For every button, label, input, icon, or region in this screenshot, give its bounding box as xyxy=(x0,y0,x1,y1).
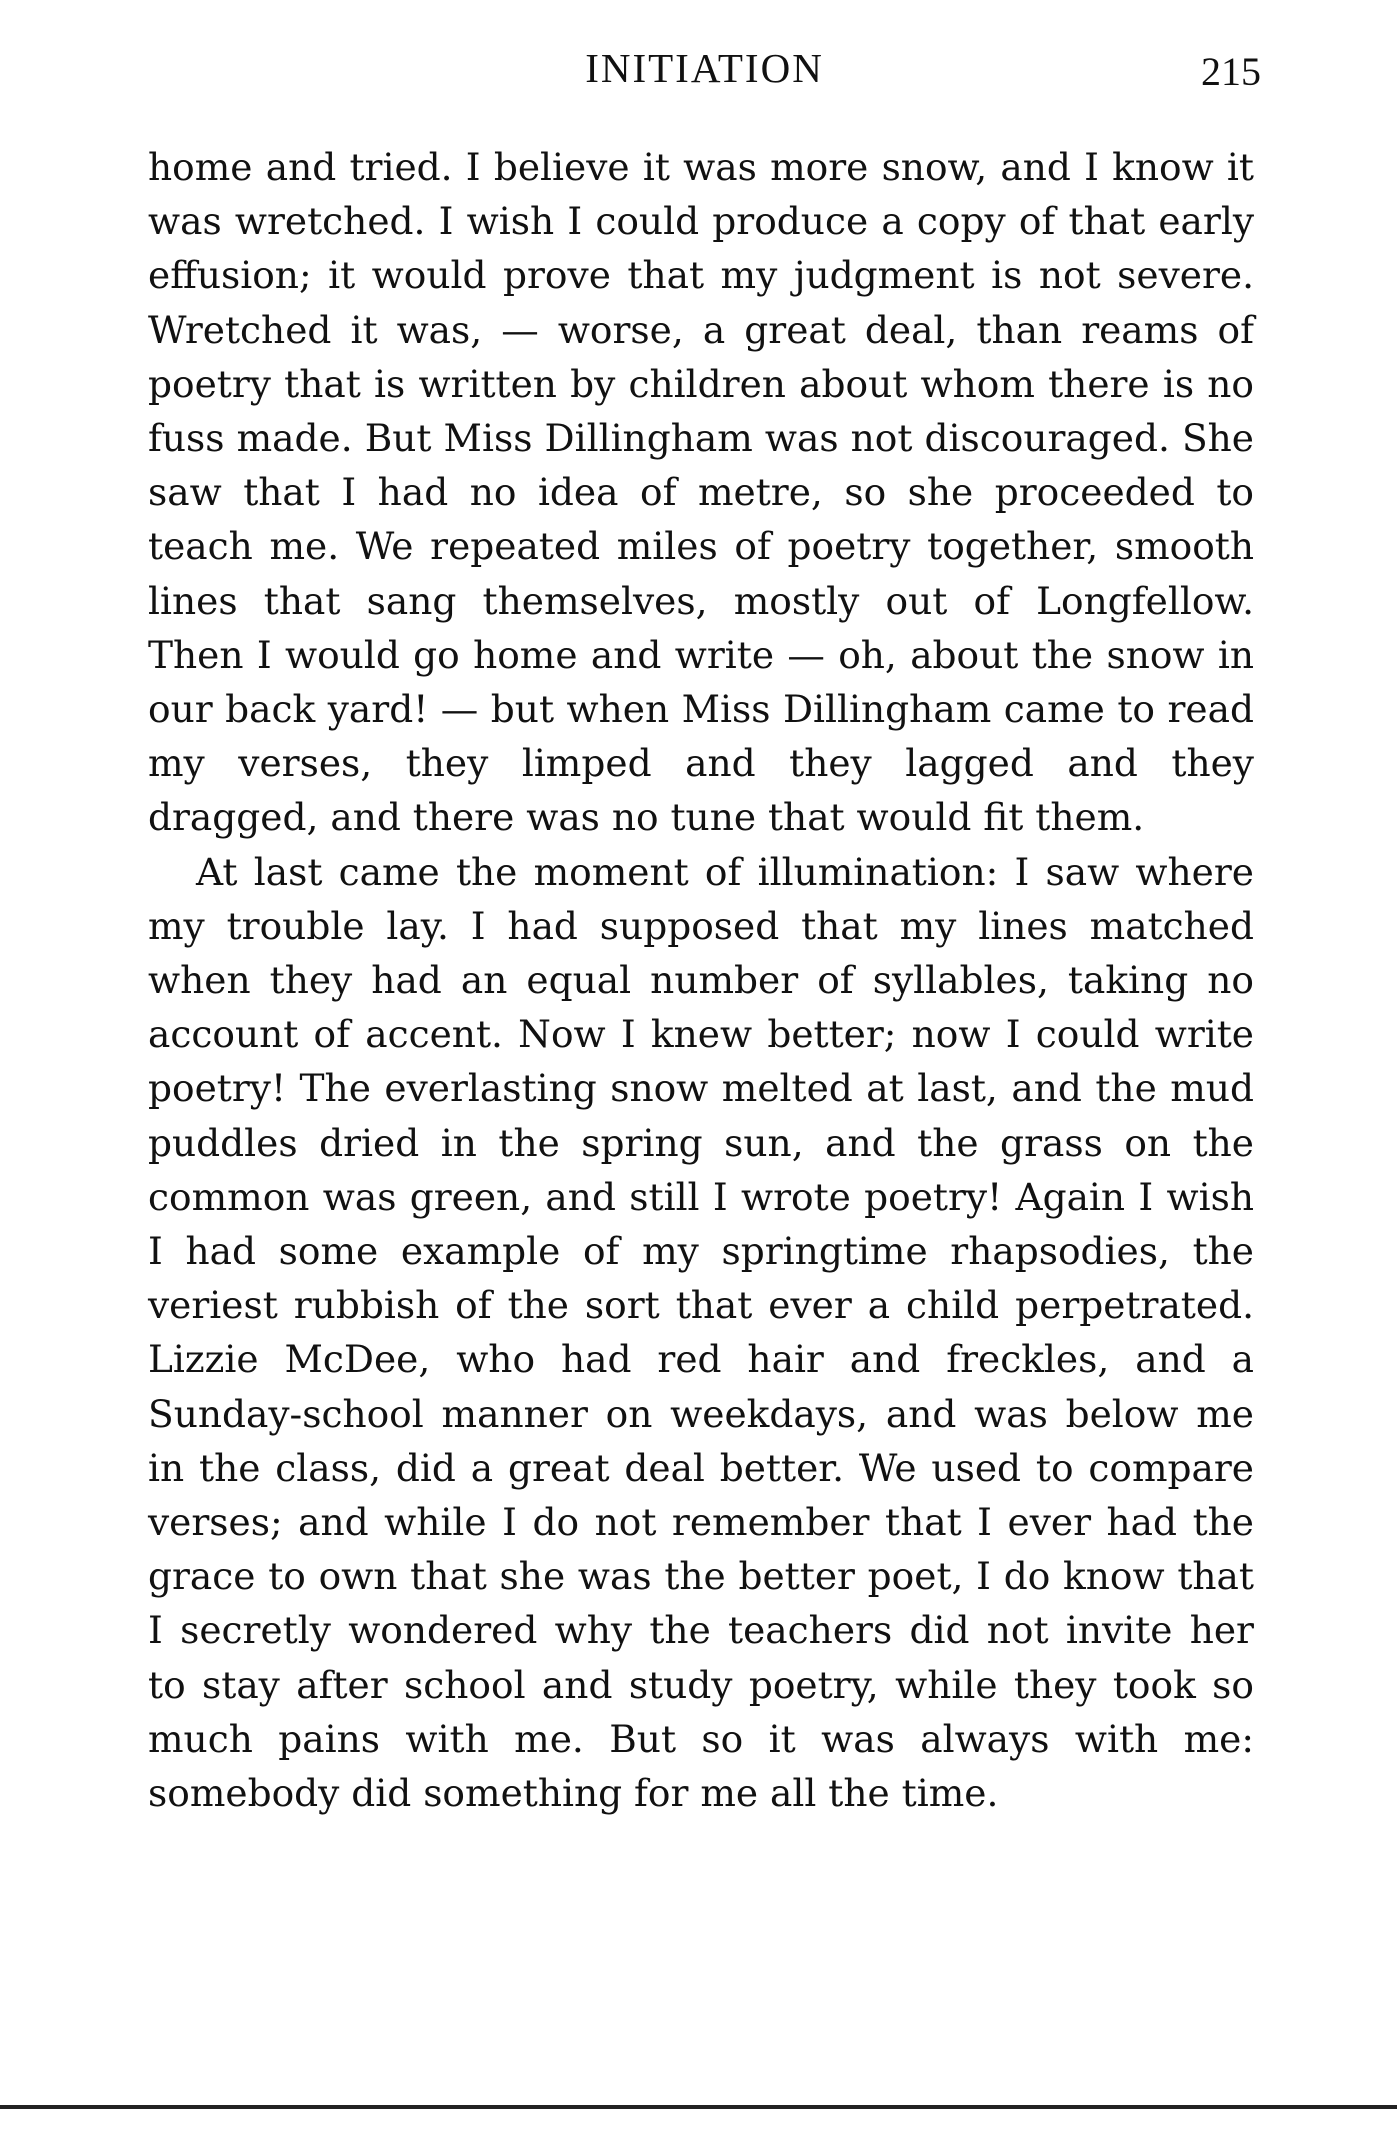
page-number: 215 xyxy=(1201,49,1261,94)
paragraph-2: At last came the moment of illumination: I saw where my trouble lay. I had supposed that my lines matched when they had an equal number of syllables, taking no account of accent. Now I knew better; now I could write poetry! The everlasting snow melted at last, and the mud puddles dried in the spring sun, and the grass on the common was green, and still I wrote poetry! Again I wish I had some example of my springtime rhapsodies, the veriest rubbish of the sort that ever a child perpetrated. Lizzie McDee, who had red hair and freckles, and a Sunday-school manner on weekdays, and was below me in the class, did a great deal better. We used to compare verses; and while I do not remember that I ever had the grace to own that she was the better poet, I do know that I secretly wondered why the teachers did not invite her to stay after school and study poetry, while they took so much pains with me. But so it was always with me: somebody did something for me all the time. xyxy=(148,849,1254,1816)
bottom-rule xyxy=(0,2105,1397,2109)
body-text xyxy=(148,140,1254,1820)
paragraph-1: home and tried. I believe it was more snow, and I know it was wretched. I wish I could produce a copy of that early effusion; it would prove that my judgment is not severe. Wretched it was, — worse, a great deal, than reams of poetry that is written by children about whom there is no fuss made. But Miss Dillingham was not discouraged. She saw that I had no idea of metre, so she proceeded to teach me. We repeated miles of poetry together, smooth lines that sang themselves, mostly out of Longfellow. Then I would go home and write — oh, about the snow in our back yard! — but when Miss Dillingham came to read my verses, they limped and they lagged and they dragged, and there was no tune that would fit them. xyxy=(148,145,1254,840)
running-title: INITIATION xyxy=(585,45,824,91)
running-head xyxy=(148,44,1261,104)
